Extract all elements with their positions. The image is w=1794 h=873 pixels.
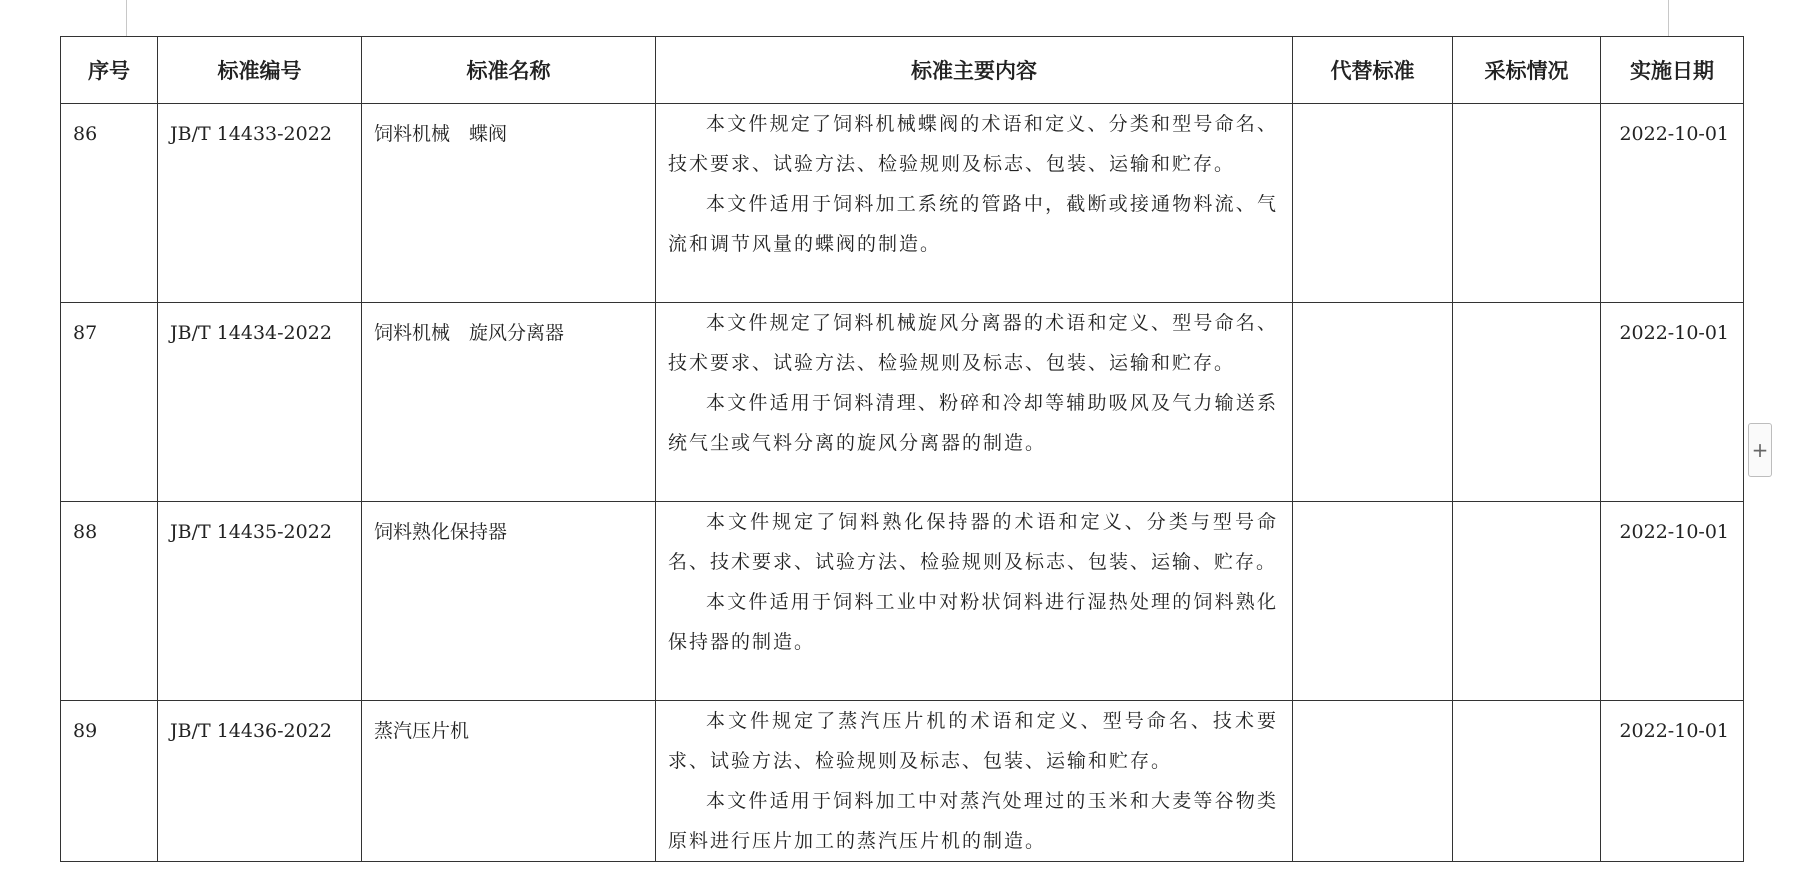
content-paragraph: 本文件规定了饲料机械旋风分离器的术语和定义、型号命名、技术要求、试验方法、检验规则及标志、包装、运输和贮存。 [668,312,1278,374]
cell-index: 88 [61,502,158,701]
cell-date: 2022-10-01 [1601,104,1744,303]
cell-date: 2022-10-01 [1601,502,1744,701]
cell-content [656,502,1293,701]
cell-adoption [1453,502,1601,701]
header-replaces: 代替标准 [1293,37,1453,104]
content-paragraph: 本文件规定了饲料熟化保持器的术语和定义、分类与型号命名、技术要求、试验方法、检验规则及标志、包装、运输、贮存。 [668,511,1278,573]
content-paragraph: 本文件适用于饲料清理、粉碎和冷却等辅助吸风及气力输送系统气尘或气料分离的旋风分离器的制造。 [668,392,1278,454]
standards-table [60,36,1744,862]
page-margin-marker-right [1668,0,1669,36]
cell-name: 蒸汽压片机 [362,701,656,862]
header-adoption: 采标情况 [1453,37,1601,104]
table-row [61,104,1744,303]
cell-index: 89 [61,701,158,862]
table-row [61,303,1744,502]
header-code: 标准编号 [158,37,362,104]
content-paragraph: 本文件适用于饲料工业中对粉状饲料进行湿热处理的饲料熟化保持器的制造。 [668,591,1278,653]
cell-code: JB/T 14433-2022 [158,104,362,303]
header-index: 序号 [61,37,158,104]
content-paragraph: 本文件规定了饲料机械蝶阀的术语和定义、分类和型号命名、技术要求、试验方法、检验规则及标志、包装、运输和贮存。 [668,113,1278,175]
cell-adoption [1453,701,1601,862]
cell-code: JB/T 14435-2022 [158,502,362,701]
cell-content [656,303,1293,502]
cell-content [656,701,1293,862]
page-margin-marker-left [126,0,127,36]
add-button[interactable] [1748,423,1772,477]
cell-name: 饲料机械 蝶阀 [362,104,656,303]
content-paragraph: 本文件适用于饲料加工系统的管路中，截断或接通物料流、气流和调节风量的蝶阀的制造。 [668,193,1278,255]
cell-name: 饲料机械 旋风分离器 [362,303,656,502]
cell-index: 87 [61,303,158,502]
header-date: 实施日期 [1601,37,1744,104]
cell-replaces [1293,701,1453,862]
cell-content [656,104,1293,303]
header-name: 标准名称 [362,37,656,104]
content-paragraph: 本文件规定了蒸汽压片机的术语和定义、型号命名、技术要求、试验方法、检验规则及标志、包装、运输和贮存。 [668,710,1278,772]
cell-replaces [1293,104,1453,303]
table-row [61,502,1744,701]
cell-date: 2022-10-01 [1601,303,1744,502]
plus-icon: + [1751,438,1769,462]
header-content: 标准主要内容 [656,37,1293,104]
cell-code: JB/T 14434-2022 [158,303,362,502]
content-paragraph: 本文件适用于饲料加工中对蒸汽处理过的玉米和大麦等谷物类原料进行压片加工的蒸汽压片机的制造。 [668,790,1278,852]
cell-adoption [1453,104,1601,303]
cell-date: 2022-10-01 [1601,701,1744,862]
cell-adoption [1453,303,1601,502]
table-row [61,701,1744,862]
cell-replaces [1293,502,1453,701]
cell-code: JB/T 14436-2022 [158,701,362,862]
table-header-row [61,37,1744,104]
cell-replaces [1293,303,1453,502]
cell-name: 饲料熟化保持器 [362,502,656,701]
cell-index: 86 [61,104,158,303]
